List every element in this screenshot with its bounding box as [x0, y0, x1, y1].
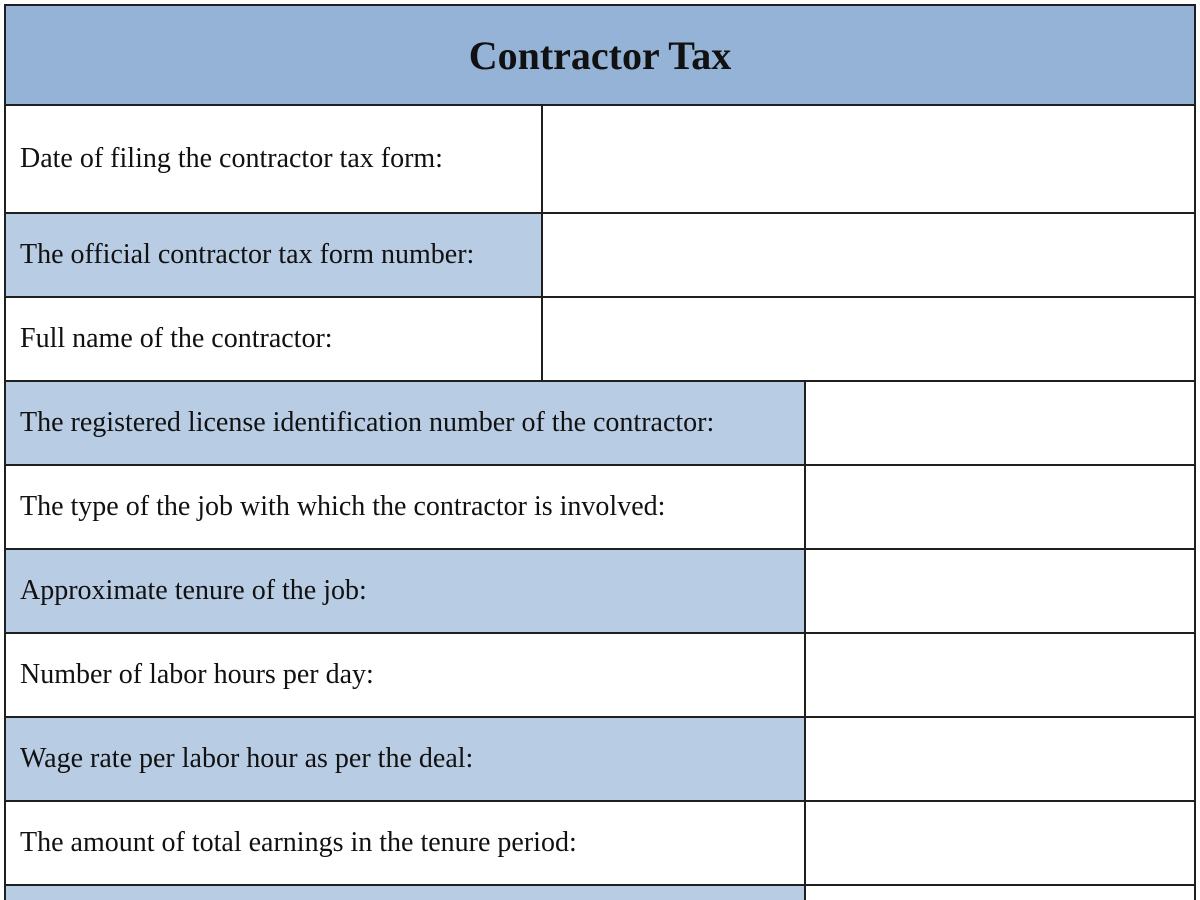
wage-rate-field[interactable] [806, 718, 1194, 800]
field-label: The official contractor tax form number: [6, 214, 543, 296]
job-type-field[interactable] [806, 466, 1194, 548]
form-row-contractor-name [6, 298, 1194, 382]
license-number-field[interactable] [806, 382, 1194, 464]
contractor-tax-form [4, 4, 1196, 900]
field-label: Full name of the contractor: [6, 298, 543, 380]
form-row-job-tenure [6, 550, 1194, 634]
form-row-license-number [6, 382, 1194, 466]
field-label: The amount of total earnings in the tenure period: [6, 802, 806, 884]
field-label: Wage rate per labor hour as per the deal: [6, 718, 806, 800]
partial-value-field[interactable] [806, 886, 1194, 900]
form-row-filing-date [6, 106, 1194, 214]
field-label: Number of labor hours per day: [6, 634, 806, 716]
form-number-field[interactable] [543, 214, 1194, 296]
field-label: Date of filing the contractor tax form: [6, 106, 543, 212]
labor-hours-field[interactable] [806, 634, 1194, 716]
job-tenure-field[interactable] [806, 550, 1194, 632]
form-row-total-earnings [6, 802, 1194, 886]
total-earnings-field[interactable] [806, 802, 1194, 884]
form-row-wage-rate [6, 718, 1194, 802]
form-title: Contractor Tax [6, 6, 1194, 106]
form-row-job-type [6, 466, 1194, 550]
field-label: The type of the job with which the contractor is involved: [6, 466, 806, 548]
field-label-partial [6, 886, 806, 900]
field-label: The registered license identification number of the contractor: [6, 382, 806, 464]
field-label: Approximate tenure of the job: [6, 550, 806, 632]
form-row-form-number [6, 214, 1194, 298]
form-row-labor-hours [6, 634, 1194, 718]
form-row-partial [6, 886, 1194, 900]
contractor-name-field[interactable] [543, 298, 1194, 380]
filing-date-field[interactable] [543, 106, 1194, 212]
